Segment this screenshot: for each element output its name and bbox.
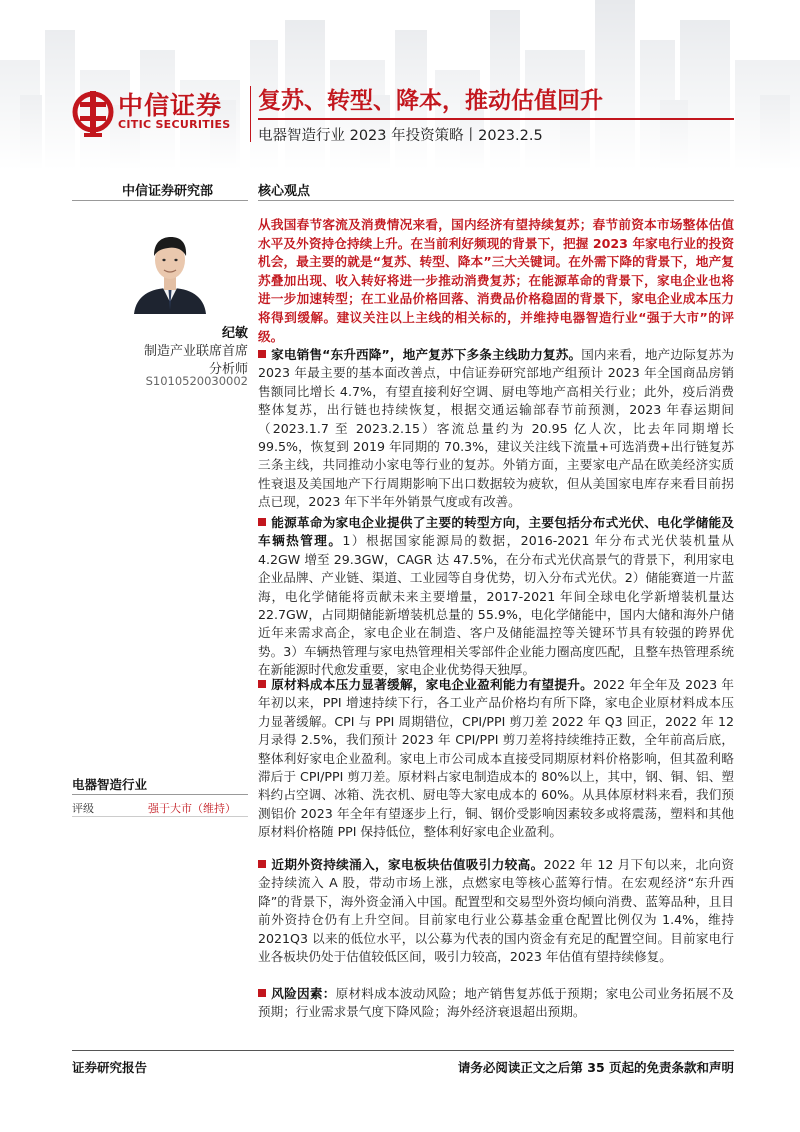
core-view-label: 核心观点 — [258, 184, 311, 199]
rating-label: 评级 — [72, 802, 94, 815]
department-label: 中信证券研究部 — [122, 184, 214, 199]
report-subtitle: 电器智造行业 2023 年投资策略丨2023.2.5 — [258, 128, 543, 144]
brand-name-en: CITIC SECURITIES — [118, 118, 231, 131]
section-lead: 原材料成本压力显著缓解，家电企业盈利能力有望提升。 — [271, 677, 593, 692]
analyst-name: 纪敏 — [221, 326, 248, 341]
section-risk — [258, 985, 734, 1022]
bullet-icon — [258, 518, 266, 526]
section-body: 原材料成本波动风险；地产销售复苏低于预期；家电公司业务拓展不及预期；行业需求景气度下降风险；海外经济衰退超出预期。 — [258, 986, 735, 1020]
footer-rule — [72, 1050, 734, 1051]
bullet-icon — [258, 680, 266, 688]
rating-rule — [72, 816, 248, 817]
bullet-icon — [258, 350, 266, 358]
brand-name-cn: 中信证券 — [118, 91, 223, 120]
title-rule — [258, 118, 734, 120]
rating-value: 强于大市（维持） — [148, 802, 236, 815]
section-lead: 近期外资持续涌入，家电板块估值吸引力较高。 — [271, 857, 544, 872]
section-2 — [258, 514, 734, 680]
analyst-photo — [130, 230, 210, 314]
section-1 — [258, 346, 734, 512]
section-lead: 家电销售“东升西降”，地产复苏下多条主线助力复苏。 — [271, 347, 582, 362]
section-lead: 能源革命为家电企业提供了主要的转型方向，主要包括分布式光伏、电化学储能及车辆热管理。 — [258, 515, 734, 549]
sidebar-rule — [72, 200, 248, 201]
bullet-icon — [258, 989, 266, 997]
bullet-icon — [258, 860, 266, 868]
citic-logo-icon — [72, 88, 114, 142]
footer-left-label: 证券研究报告 — [72, 1060, 148, 1075]
footer-disclaimer: 请务必阅读正文之后第 35 页起的免责条款和声明 — [457, 1060, 734, 1075]
analyst-title: 制造产业联席首席 — [143, 344, 248, 359]
section-body: 国内来看，地产边际复苏为 2023 年最主要的基本面改善点，中信证券研究部地产组预计 2023 年全国商品房销售额同比增长 4.7%，有望直接利好空调、厨电等地产高相关行业；此外，疫后消费整体复苏，出行链也持续恢复，根据交通运输部春节前预测，2023 年春运期间（2023.1.7 至 2023.2.15）客流总量约为 20.95 亿人次，比去年同期增长 99.5%，恢复到 2019 年同期的 70.3%，建议关注线下流量+可选消费+出行链复苏三条主线，共同推动小家电等行业的复苏。外销方面，主要家电产品在欧美经济实质性衰退及美国地产下行周期影响下出口数据较为疲软，但从美国家电库存来看目前拐点已现，2023 年下半年外销景气度或有改善。 — [258, 347, 734, 510]
section-4 — [258, 856, 734, 966]
logo-divider — [250, 86, 251, 142]
section-lead: 风险因素： — [271, 986, 336, 1001]
section-body: 1）根据国家能源局的数据，2016-2021 年分布式光伏装机量从 4.2GW 增至 29.3GW，CAGR 达 47.5%，在分布式光伏高景气的背景下，利用家电企业品牌、产业链、渠道、工业园等自身优势，切入分布式光伏。2）储能赛道一片蓝海，电化学储能将贡献未来主要增量，2017-2021 年间全球电化学新增装机量达 22.7GW，占同期储能新增装机总量的 55.9%，电化学储能中，国内大储和海外户储近年来需求高企，家电企业在制造、客户及储能温控等关键环节具有较强的跨界优势。3）车辆热管理与家电热管理相关零部件企业能力圈高度匹配，且整车热管理系统在新能源时代愈发重要，家电企业优势得天独厚。 — [258, 533, 734, 678]
analyst-role: 分析师 — [208, 362, 248, 377]
main-rule — [258, 200, 734, 201]
header-banner — [0, 0, 800, 170]
report-title: 复苏、转型、降本，推动估值回升 — [258, 88, 603, 114]
industry-rule — [72, 794, 248, 795]
analyst-cert-id: S1010520030002 — [145, 374, 248, 388]
section-3 — [258, 676, 734, 842]
industry-label: 电器智造行业 — [72, 777, 148, 792]
section-body: 2022 年 12 月下旬以来，北向资金持续流入 A 股，带动市场上涨，点燃家电等核心蓝筹行情。在宏观经济“东升西降”的背景下，海外资金涌入中国。配置型和交易型外资均倾向消费、蓝筹品种，且目前外资持仓仍有上升空间。目前家电行业公募基金重仓配置比例仅为 1.4%，维持 2021Q3 以来的低位水平，以公募为代表的国内资金有充足的配置空间。目前家电行业各板块仍处于估值较低区间，吸引力较高，2023 年估值有望持续修复。 — [258, 857, 734, 965]
core-summary: 从我国春节客流及消费情况来看，国内经济有望持续复苏；春节前资本市场整体估值水平及外资持仓持续上升。在当前利好频现的背景下，把握 2023 年家电行业的投资机会，最主要的就是“复苏、转型、降本”三大关键词。在外需下降的背景下，地产复苏叠加出现、收入转好将进一步推动消费复苏；在能源革命的背景下，家电企业也将进一步加速转型；在工业品价格回落、消费品价格稳固的背景下，家电企业成本压力将得到缓解。建议关注以上主线的相关标的，并维持电器智造行业“强于大市”的评级。 — [258, 217, 734, 344]
section-body: 2022 年全年及 2023 年年初以来，PPI 增速持续下行，各工业产品价格均有所下降，家电企业原材料成本压力显著缓解。CPI 与 PPI 周期错位，CPI/PPI 剪刀差 2022 年 Q3 回正，2022 年 12 月录得 2.5%，我们预计 2023 年 CPI/PPI 剪刀差将持续维持正数，全年前高后底，整体利好家电企业盈利。家电上市公司成本直接受同期原材料价格影响，但其盈利略滞后于 CPI/PPI 剪刀差。原材料占家电制造成本的 80%以上，其中，钢、铜、铝、塑料约占空调、冰箱、洗衣机、厨电等大家电成本的 60%。从具体原材料来看，我们预测铝价 2023 年全年有望逐步上行，铜、钢价受影响因素较多或将震荡，塑料和其他原材料价格随 PPI 保持低位，整体利好家电企业盈利。 — [258, 677, 734, 840]
